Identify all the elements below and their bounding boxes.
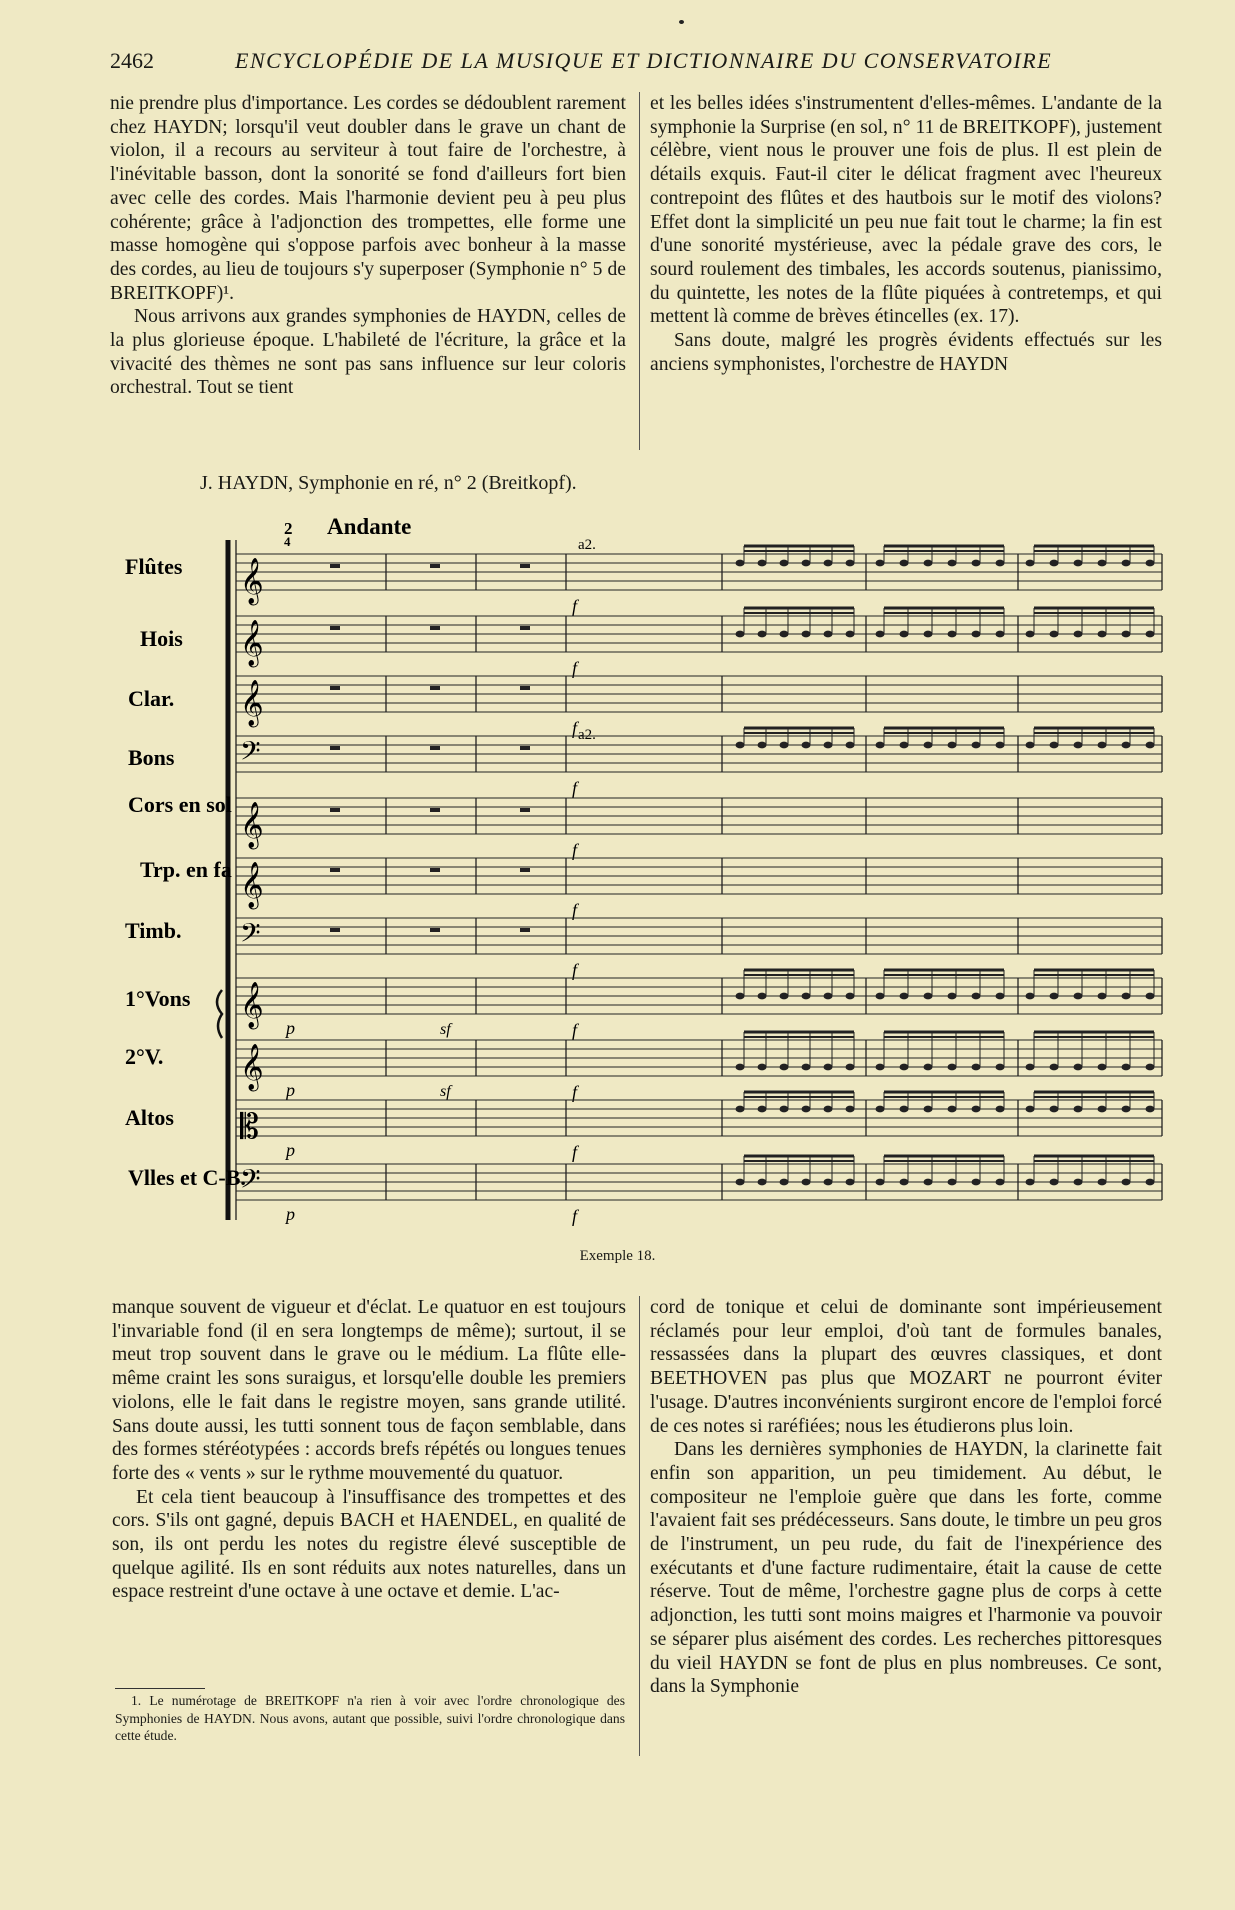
staff-3	[128, 676, 1162, 738]
paragraph: cord de tonique et celui de dominante sont impérieusement réclamés pour leur emploi, d'où tant de formules banales, ressassées dans la plupart des œuvres classiques, et dont BEETHOVEN pas plus que MOZART ne pourront éviter l'usage. D'autres inconvénients surgiront encore de l'emploi forcé de ces notes si raréfiées; nous les étudierons plus loin.	[650, 1297, 1162, 1437]
dynamic-sforzando: sf	[440, 1083, 451, 1100]
dynamic-forte: f	[572, 1206, 578, 1226]
dynamic-piano: p	[286, 1204, 295, 1224]
treble-clef-icon: 𝄞	[240, 1044, 264, 1090]
dynamic-forte: f	[572, 900, 578, 920]
treble-clef-icon: 𝄞	[240, 620, 264, 666]
paragraph: nie prendre plus d'importance. Les cordes se dédoublent rarement chez HAYDN; lorsqu'il veut doubler dans le grave un chant de violon, il a recours au serviteur à tout faire de l'orchestre, à l'inévitable basson, dont la sonorité se fond d'ailleurs fort bien avec celle des cordes. Mais l'harmonie devient peu à peu plus cohérente; grâce à l'adjonction des trompettes, elle forme une masse homogène qui s'oppose parfois avec bonheur à la masse des cordes, au lieu de toujours s'y superposer (Symphonie n° 5 de BREITKOPF)¹.	[110, 93, 626, 304]
staff-10	[125, 1092, 1162, 1162]
dynamic-piano: p	[286, 1018, 295, 1038]
dynamic-forte: f	[572, 1142, 578, 1162]
dynamic-forte: f	[572, 840, 578, 860]
running-title: ENCYCLOPÉDIE DE LA MUSIQUE ET DICTIONNAIRE DU CONSERVATOIRE	[235, 48, 1053, 73]
a2-label-bassoons: a2.	[578, 727, 596, 743]
bass-clef-icon: 𝄢	[240, 917, 261, 955]
bass-clef-icon: 𝄢	[240, 1163, 261, 1201]
a2-label-flutes: a2.	[578, 537, 596, 553]
staff-7	[125, 917, 1162, 980]
footnote-rule	[115, 1688, 205, 1689]
staff-4	[128, 728, 1162, 798]
instrument-label: 1°Vons	[125, 986, 191, 1011]
right-column-bottom	[650, 1296, 1162, 1699]
dynamic-forte: f	[572, 1020, 578, 1040]
instrument-label: Vlles et C-B.	[128, 1165, 246, 1190]
staff-1	[125, 546, 1162, 616]
page-number: 2462	[110, 48, 154, 73]
tempo-marking	[284, 514, 411, 549]
staff-8	[125, 970, 1162, 1040]
paragraph: Nous arrivons aux grandes symphonies de HAYDN, celles de la plus glorieuse époque. L'habileté de l'écriture, la grâce et la vivacité des thèmes ne sont pas sans influence sur leur coloris orchestral. Tout se tient	[110, 306, 626, 399]
instrument-label: Altos	[125, 1105, 174, 1130]
instrument-label: 2°V.	[125, 1044, 164, 1069]
dynamic-forte: f	[572, 658, 578, 678]
paragraph: Et cela tient beaucoup à l'insuffisance des trompettes et des cors. S'ils ont gagné, depuis BACH et HAENDEL, en qualité de son, ils ont perdu les notes du registre élevé susceptible de quelque agilité. Ils en sont réduits aux notes naturelles, dans un espace restreint d'une octave à une octave et demie. L'ac-	[112, 1486, 626, 1603]
footnote	[115, 1692, 625, 1745]
dynamic-piano: p	[286, 1080, 295, 1100]
instrument-label: Flûtes	[125, 554, 183, 579]
paragraph: et les belles idées s'instrumentent d'elles-mêmes. L'andante de la symphonie la Surprise (en sol, n° 11 de BREITKOPF), justement célèbre, vient nous le prouver une fois de plus. Il est plein de détails exquis. Faut-il citer le délicat fragment avec l'heureux contrepoint des flûtes et des hautbois sur le motif des violons? Effet dont la simplicité un peu nue fait tout le charme; la fin est d'une sonorité mystérieuse, avec la pédale grave des cors, le sourd roulement des timbales, les accords soutenus, pianissimo, du quintette, les notes de la flûte piquées à contretemps, et qui mettent là comme de brèves étincelles (ex. 17).	[650, 93, 1162, 328]
time-signature-bottom: 4	[284, 534, 291, 549]
instrument-label: Cors en sol	[128, 792, 232, 817]
instrument-label: Timb.	[125, 918, 182, 943]
instrument-label: Hois	[140, 626, 183, 651]
time-signature-top: 2	[284, 519, 293, 538]
dynamic-forte: f	[572, 960, 578, 980]
dynamic-forte: f	[572, 1082, 578, 1102]
treble-clef-icon: 𝄞	[240, 982, 264, 1028]
example-caption: J. HAYDN, Symphonie en ré, n° 2 (Breitkopf).	[200, 472, 577, 494]
left-column-bottom	[112, 1296, 626, 1604]
column-rule	[639, 1296, 640, 1756]
staff-6	[140, 857, 1162, 920]
treble-clef-icon: 𝄞	[240, 558, 264, 604]
staff-5	[128, 792, 1162, 860]
footnote-text: 1. Le numérotage de BREITKOPF n'a rien à voir avec l'ordre chronologique des Symphonies de HAYDN. Nous avons, autant que possible, suivi l'ordre chronologique dans cette étude.	[115, 1693, 625, 1743]
staff-9	[125, 1032, 1162, 1102]
treble-clef-icon: 𝄞	[240, 802, 264, 848]
treble-clef-icon: 𝄞	[240, 862, 264, 908]
tempo-andante: Andante	[327, 514, 412, 539]
paragraph: manque souvent de vigueur et d'éclat. Le quatuor en est toujours l'invariable fond (il en sera longtemps de même); surtout, il se meut trop souvent dans le grave ou le médium. La flûte elle-même craint les sons suraigus, et lorsqu'elle double les premiers violons, elle le fait dans le registre moyen, sans grande utilité. Sans doute aussi, les tutti sonnent tous de façon semblable, dans des formes stéréotypées : accords brefs répétés ou longues tenues forte des « vents » sur le rythme mouvementé du quatuor.	[112, 1297, 626, 1484]
instrument-label: Clar.	[128, 686, 175, 711]
paragraph: Dans les dernières symphonies de HAYDN, la clarinette fait enfin son apparition, un peu timidement. Au début, le compositeur ne l'emploie guère que dans les forte, comme l'avaient fait ses prédécesseurs. Sans doute, le timbre un peu gros de l'instrument, un peu rude, du fait de l'inexpérience des exécutants et d'une facture rudimentaire, était la cause de cette réserve. Tout de même, l'orchestre gagne plus de corps à cette adjonction, les tutti sont moins maigres et l'harmonie va pouvoir se séparer plus aisément des cordes. Les recherches pittoresques du vieil HAYDN se font de plus en plus nombreuses. Ce sont, dans la Symphonie	[650, 1439, 1162, 1698]
instrument-label: Trp. en fa	[140, 857, 232, 882]
bass-clef-icon: 𝄢	[240, 735, 261, 773]
dynamic-forte: f	[572, 778, 578, 798]
instrument-label: Bons	[128, 745, 175, 770]
dynamic-piano: p	[286, 1140, 295, 1160]
dynamic-forte: f	[572, 718, 578, 738]
alto-clef-icon: 𝄡	[240, 1107, 259, 1147]
paragraph: Sans doute, malgré les progrès évidents effectués sur les anciens symphonistes, l'orchestre de HAYDN	[650, 330, 1162, 375]
staff-11	[128, 1156, 1162, 1226]
treble-clef-icon: 𝄞	[240, 680, 264, 726]
dynamic-sforzando: sf	[440, 1021, 451, 1038]
dynamic-forte: f	[572, 596, 578, 616]
staff-2	[140, 608, 1162, 678]
example-label: Exemple 18.	[579, 1248, 656, 1264]
